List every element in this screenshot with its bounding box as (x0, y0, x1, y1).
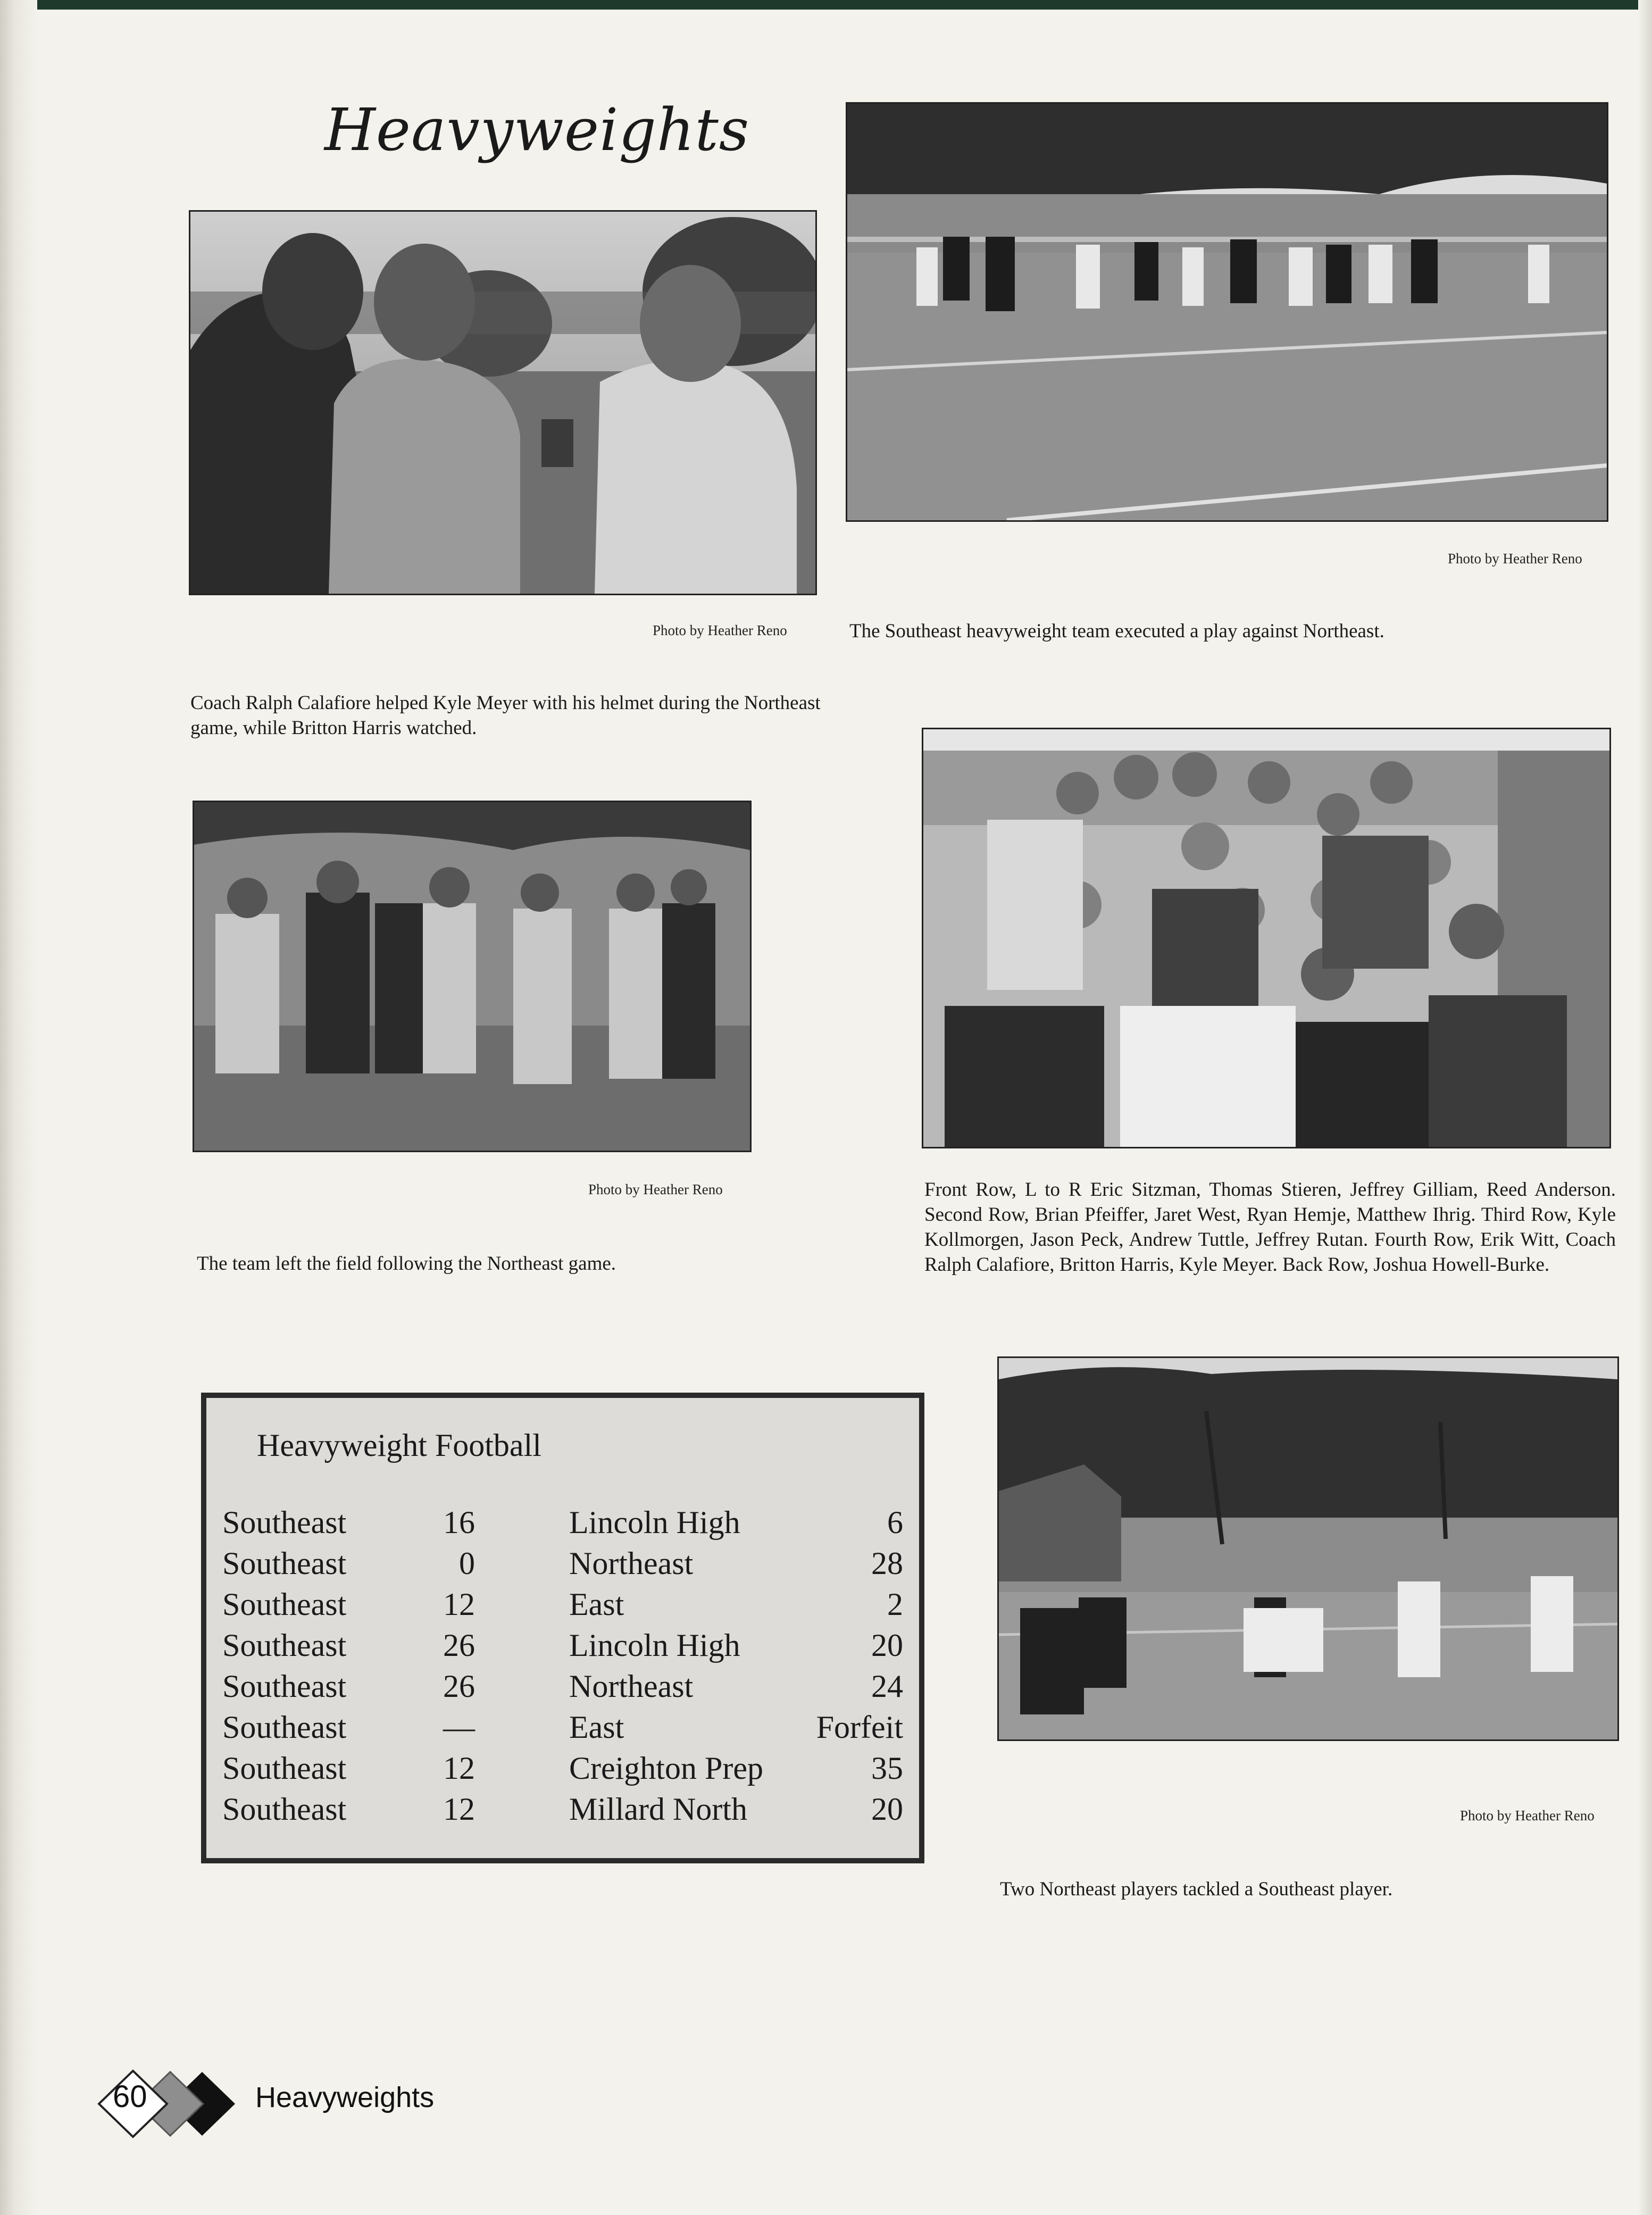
team-name: Southeast (222, 1792, 347, 1827)
page-title: Heavyweights (324, 96, 750, 164)
team-score: 26 (443, 1628, 475, 1663)
team-score: 12 (443, 1792, 475, 1827)
opponent-name: Millard North (569, 1792, 747, 1827)
team-name: Southeast (222, 1710, 347, 1745)
team-name: Southeast (222, 1669, 347, 1704)
photo-tackle (997, 1356, 1619, 1741)
photo-play-image (847, 104, 1607, 520)
caption-leaving: The team left the field following the Northeast game. (197, 1253, 616, 1275)
caption-group: Front Row, L to R Eric Sitzman, Thomas Stieren, Jeffrey Gilliam, Reed Anderson. Second Row, Brian Pfeiffer, Jaret West, Ryan Hemje, Matthew Ihrig. Third Row, Kyle Kollmorgen, Jason Peck, Andrew Tuttle, Jeffrey Rutan. Fourth Row, Erik Witt, Coach Ralph Calafiore, Britton Harris, Kyle Meyer. Back Row, Joshua Howell-Burke. (924, 1179, 1616, 1276)
photo-group (922, 728, 1611, 1148)
team-score: 0 (459, 1546, 475, 1581)
opponent-name: East (569, 1587, 624, 1622)
team-name: Southeast (222, 1546, 347, 1581)
opponent-score: 28 (871, 1546, 903, 1581)
table-row (206, 1709, 919, 1751)
table-row (206, 1668, 919, 1710)
opponent-score: 20 (871, 1792, 903, 1827)
table-row (206, 1750, 919, 1792)
opponent-score: Forfeit (816, 1710, 903, 1745)
score-table-title: Heavyweight Football (257, 1428, 541, 1463)
opponent-score: 20 (871, 1628, 903, 1663)
opponent-name: Lincoln High (569, 1628, 740, 1663)
opponent-score: 6 (887, 1505, 903, 1540)
photo-credit-play: Photo by Heather Reno (1448, 551, 1582, 567)
team-name: Southeast (222, 1505, 347, 1540)
opponent-name: Creighton Prep (569, 1751, 763, 1786)
photo-credit-leaving: Photo by Heather Reno (588, 1181, 723, 1197)
table-row (206, 1627, 919, 1669)
photo-leaving (193, 801, 752, 1152)
opponent-name: Northeast (569, 1669, 694, 1704)
team-score: 12 (443, 1751, 475, 1786)
page-spine-shadow (0, 0, 37, 2215)
photo-helmet-image (190, 212, 815, 594)
team-name: Southeast (222, 1587, 347, 1622)
team-name: Southeast (222, 1628, 347, 1663)
page-right-edge (1638, 0, 1652, 2215)
caption-tackle: Two Northeast players tackled a Southeast player. (1000, 1878, 1393, 1900)
opponent-score: 2 (887, 1587, 903, 1622)
section-label: Heavyweights (255, 2081, 435, 2113)
table-row (206, 1586, 919, 1628)
team-name: Southeast (222, 1751, 347, 1786)
caption-helmet: Coach Ralph Calafiore helped Kyle Meyer with his helmet during the Northeast game, while Britton Harris watched. (190, 692, 821, 739)
photo-play (846, 102, 1608, 522)
page-number: 60 (113, 2079, 147, 2114)
photo-credit-tackle: Photo by Heather Reno (1460, 1808, 1595, 1823)
photo-leaving-image (194, 802, 750, 1151)
page-top-edge (0, 0, 1652, 10)
score-table (201, 1393, 924, 1863)
table-row (206, 1791, 919, 1833)
opponent-name: Lincoln High (569, 1505, 740, 1540)
team-score: 16 (443, 1505, 475, 1540)
photo-group-image (923, 729, 1609, 1147)
opponent-name: East (569, 1710, 624, 1745)
opponent-score: 35 (871, 1751, 903, 1786)
team-score: 26 (443, 1669, 475, 1704)
opponent-score: 24 (871, 1669, 903, 1704)
opponent-name: Northeast (569, 1546, 694, 1581)
table-row (206, 1545, 919, 1587)
caption-play: The Southeast heavyweight team executed a play against Northeast. (849, 620, 1384, 642)
photo-helmet (189, 210, 817, 595)
table-row (206, 1504, 919, 1546)
photo-tackle-image (999, 1358, 1617, 1739)
team-score: 12 (443, 1587, 475, 1622)
photo-credit-helmet: Photo by Heather Reno (653, 622, 787, 638)
team-score: — (443, 1710, 475, 1745)
